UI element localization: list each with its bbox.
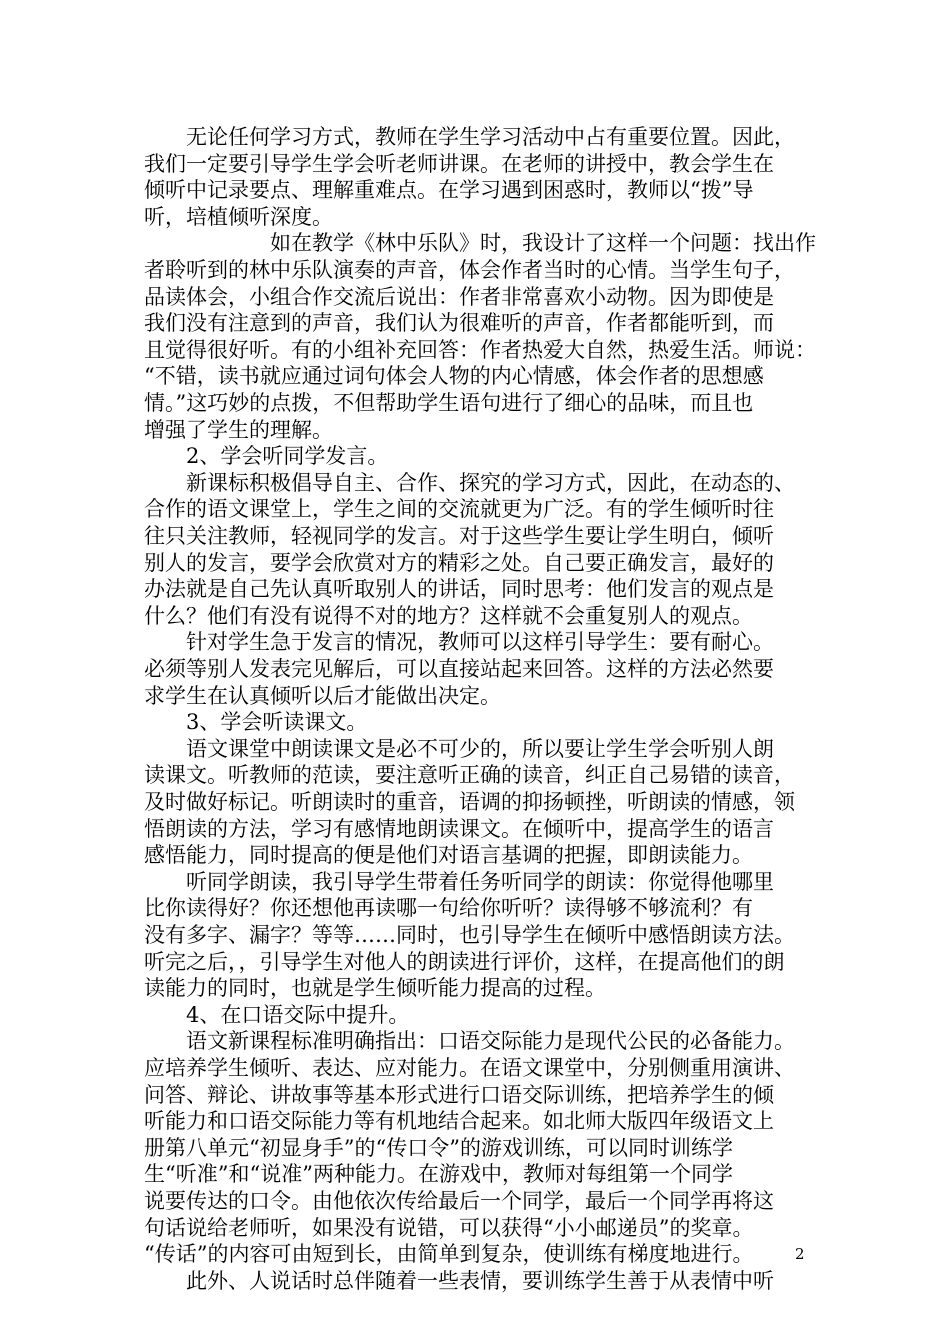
text-line: 如在教学《林中乐队》时，我设计了这样一个问题：找出作 (144, 231, 816, 255)
text-line: 3、学会听读课文。 (144, 710, 368, 734)
text-line: 听同学朗读，我引导学生带着任务听同学的朗读：你觉得他哪里 (144, 870, 774, 894)
text-line: 我们一定要引导学生学会听老师讲课。在老师的讲授中，教会学生在 (144, 152, 774, 176)
text-line: 悟朗读的方法，学习有感情地朗读课文。在倾听中，提高学生的语言 (144, 817, 774, 841)
text-line: 且觉得很好听。有的小组补充回答：作者热爱大自然，热爱生活。师说： (144, 338, 816, 362)
text-line: 感悟能力，同时提高的便是他们对语言基调的把握，即朗读能力。 (144, 843, 753, 867)
text-line: 我们没有注意到的声音，我们认为很难听的声音，作者都能听到，而 (144, 311, 774, 335)
text-line: 此外、人说话时总伴随着一些表情，要训练学生善于从表情中听 (144, 1269, 774, 1293)
text-line: “不错，读书就应通过词句体会人物的内心情感，体会作者的思想感 (144, 364, 764, 388)
text-line: 新课标积极倡导自主、合作、探究的学习方式，因此，在动态的、 (144, 471, 795, 495)
text-line: 什么？他们有没有说得不对的地方？这样就不会重复别人的观点。 (144, 604, 753, 628)
text-line: 品读体会，小组合作交流后说出：作者非常喜欢小动物。因为即使是 (144, 285, 774, 309)
text-line: 语文课堂中朗读课文是必不可少的，所以要让学生学会听别人朗 (144, 737, 774, 761)
text-line: 读课文。听教师的范读，要注意听正确的读音，纠正自己易错的读音， (144, 763, 795, 787)
text-line: 4、在口语交际中提升。 (144, 1003, 410, 1027)
text-line: 针对学生急于发言的情况，教师可以这样引导学生：要有耐心。 (144, 630, 774, 654)
text-line: 办法就是自己先认真听取别人的讲话，同时思考：他们发言的观点是 (144, 577, 774, 601)
text-line: 别人的发言，要学会欣赏对方的精彩之处。自己要正确发言，最好的 (144, 551, 774, 575)
text-line: 倾听中记录要点、理解重难点。在学习遇到困惑时，教师以“拨”导 (144, 178, 754, 202)
text-line: 往只关注教师，轻视同学的发言。对于这些学生要让学生明白，倾听 (144, 524, 774, 548)
text-line: 读能力的同时，也就是学生倾听能力提高的过程。 (144, 976, 606, 1000)
text-line: 必须等别人发表完见解后，可以直接站起来回答。这样的方法必然要 (144, 657, 774, 681)
text-line: 合作的语文课堂上，学生之间的交流就更为广泛。有的学生倾听时往 (144, 497, 774, 521)
text-line: “传话”的内容可由短到长，由简单到复杂，使训练有梯度地进行。 (144, 1242, 754, 1266)
text-line: 问答、辩论、讲故事等基本形式进行口语交际训练，把培养学生的倾 (144, 1083, 774, 1107)
text-line: 听完之后，，引导学生对他人的朗读进行评价，这样，在提高他们的朗 (144, 950, 785, 974)
text-line: 者聆听到的林中乐队演奏的声音，体会作者当时的心情。当学生句子， (144, 258, 795, 282)
text-line: 求学生在认真倾听以后才能做出决定。 (144, 684, 501, 708)
text-line: 比你读得好？你还想他再读哪一句给你听听？读得够不够流利？有 (144, 896, 753, 920)
text-line: 语文新课程标准明确指出：口语交际能力是现代公民的必备能力。 (144, 1029, 795, 1053)
text-line: 听能力和口语交际能力等有机地结合起来。如北师大版四年级语文上 (144, 1109, 774, 1133)
text-line: 及时做好标记。听朗读时的重音，语调的抑扬顿挫，听朗读的情感，领 (144, 790, 795, 814)
text-line: 没有多字、漏字？等等……同时，也引导学生在倾听中感悟朗读方法。 (144, 923, 795, 947)
text-line: 册第八单元“初显身手”的“传口令”的游戏训练，可以同时训练学 (144, 1136, 733, 1160)
text-line: 生“听准”和“说准”两种能力。在游戏中，教师对每组第一个同学 (144, 1162, 733, 1186)
text-line: 句话说给老师听，如果没有说错，可以获得“小小邮递员”的奖章。 (144, 1216, 754, 1240)
text-line: 说要传达的口令。由他依次传给最后一个同学，最后一个同学再将这 (144, 1189, 774, 1213)
text-line: 无论任何学习方式，教师在学生学习活动中占有重要位置。因此， (144, 125, 795, 149)
text-line: 情。”这巧妙的点拨，不但帮助学生语句进行了细心的品味，而且也 (144, 391, 754, 415)
text-line: 2、学会听同学发言。 (144, 444, 389, 468)
text-line: 应培养学生倾听、表达、应对能力。在语文课堂中，分别侧重用演讲、 (144, 1056, 795, 1080)
page-number: 2 (795, 1245, 805, 1263)
text-line: 听，培植倾听深度。 (144, 205, 333, 229)
text-line: 增强了学生的理解。 (144, 418, 333, 442)
